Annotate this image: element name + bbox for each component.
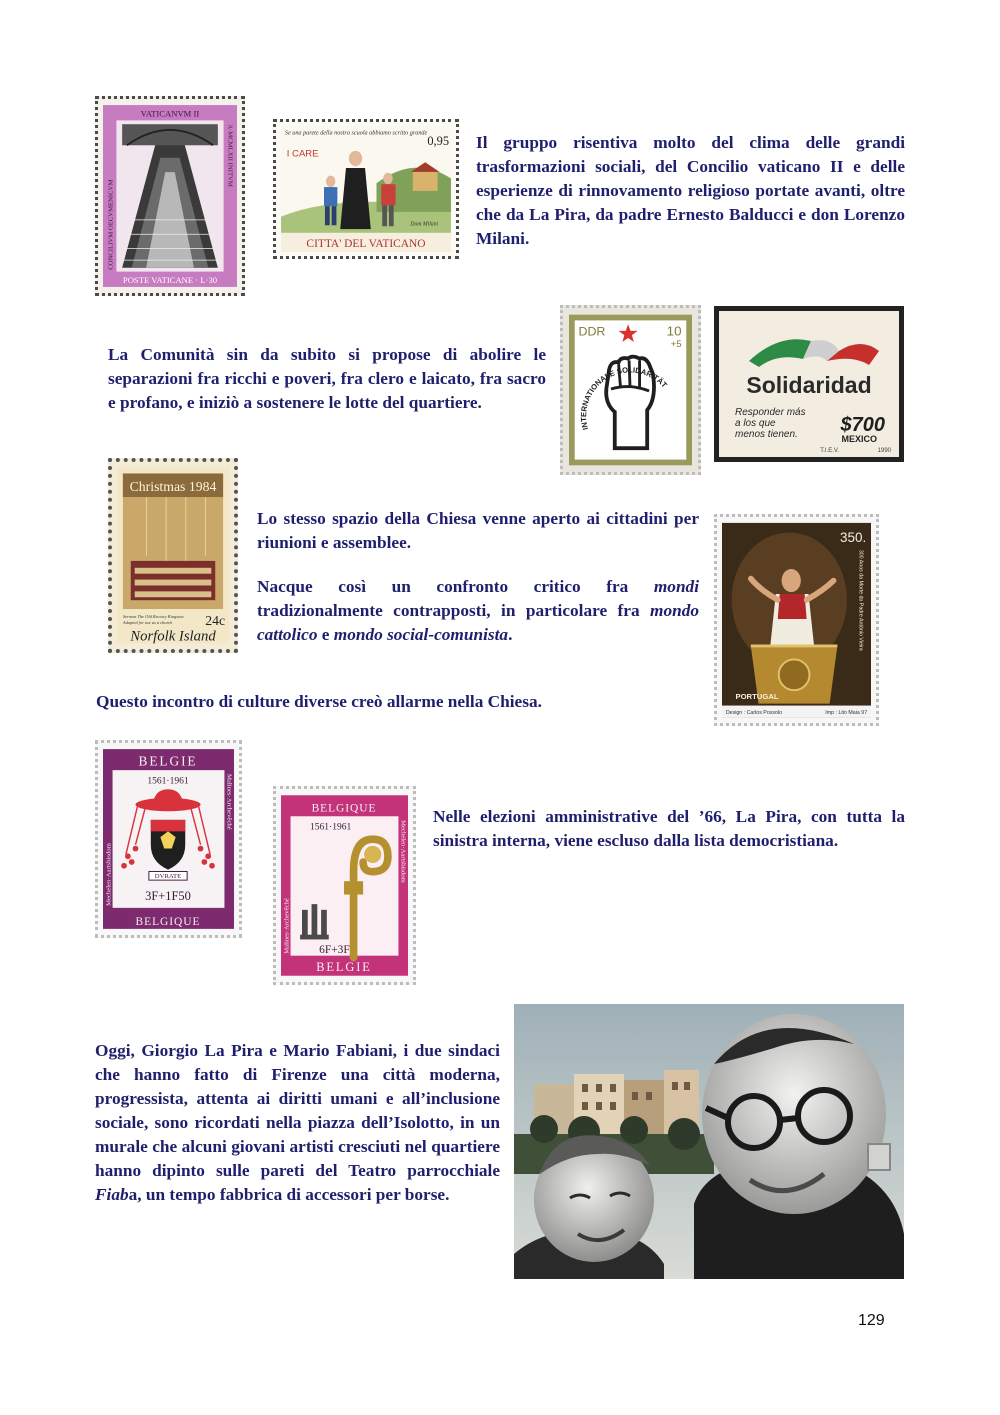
portugal-stamp-art: [722, 522, 871, 718]
mural-photo-la-pira-fabiani: [514, 1004, 904, 1279]
p4-text-e: e: [317, 625, 334, 644]
ddr-stamp-art: [569, 314, 692, 466]
paragraph-elezioni-66: Nelle elezioni amministrative del ’66, La Pira, con tutta la sinistra interna, viene escluso dalla lista democristiana.: [433, 807, 905, 850]
belgique2-value: 6F+3F: [319, 943, 350, 956]
norfolk-value: 24c: [205, 612, 226, 628]
p4-italic-mondo-cattolico: mondo cattolico: [257, 601, 699, 644]
solidaridad-stamp-art: [719, 311, 899, 457]
belgique1-stamp-art: [103, 748, 234, 930]
stamp-ddr-solidaritaet: [560, 305, 701, 475]
stamp-solidaridad-mexico: [714, 306, 904, 462]
portugal-design: Design : Carlos Possolo: [725, 710, 783, 717]
portugal-print: Imp : Lito Maia 97: [825, 710, 868, 717]
solidaridad-line2: a los que: [735, 418, 776, 429]
belgique2-right-text: Mechelen·Aartsbisdom: [399, 820, 407, 883]
stamp-belgique-1561-purple: [95, 740, 242, 938]
belgique2-stamp-art: [281, 794, 408, 977]
paragraph-comunita: La Comunità sin da subito si propose di abolire le separazioni fra ricchi e poveri, fra clero e laicato, fra sacro e profano, e iniziò a sostenere le lotte del quartiere.: [108, 345, 546, 412]
paragraph-clima-concilio: Il gruppo risentiva molto del clima delle grandi trasformazioni sociali, del Concilio vaticano II e delle esperienze di rinnovamento religioso portate avanti, oltre che da La Pira, da padre Ernesto Balducci e don Lorenzo Milani.: [476, 133, 905, 248]
vaticanum-right-text: A·MCMLXII INITVM: [226, 124, 234, 187]
paragraph-confronto-critico: [257, 575, 699, 647]
norfolk-title: Christmas 1984: [129, 479, 217, 495]
belgique2-bottom: BELGIE: [316, 959, 372, 974]
p7-text-a: Oggi, Giorgio La Pira e Mario Fabiani, i due sindaci che hanno fatto di Firenze una città moderna, progressista, attenta ai diritti umani e all’inclusione sociale, sono ricordati nella piazza dell’Isolotto, in un murale che alcuni giovani artisti cresciuti nel quartiere hanno dipinto sulle pareti del Teatro parrocchiale: [95, 1041, 500, 1180]
portugal-side-text: 300 Anos da Morte do Padre António Vieira: [857, 549, 864, 651]
icare-motto: I CARE: [286, 148, 319, 160]
icare-stamp-art: [280, 126, 452, 252]
stamp-portugal-vieira: [714, 514, 879, 726]
belgique1-years: 1561·1961: [147, 775, 189, 787]
norfolk-country: Norfolk Island: [130, 628, 216, 644]
vaticanum-bottom-text: POSTE VATICANE · L·30: [122, 275, 218, 286]
page-number: 129: [858, 1312, 885, 1329]
belgique2-top: BELGIQUE: [311, 802, 377, 815]
icare-caption: Se una parete della nostra scuola abbiamo scritto grande: [284, 129, 428, 137]
icare-signature: Dom Milani: [410, 221, 439, 228]
norfolk-stamp-art: [117, 467, 229, 644]
ddr-surcharge: +5: [670, 339, 682, 351]
solidaridad-word: Solidaridad: [746, 372, 872, 398]
stamp-belgique-1561-magenta: [273, 786, 416, 985]
p4-text-a: Nacque così un confronto critico fra: [257, 577, 654, 596]
p4-text-g: .: [508, 625, 513, 644]
solidaridad-year: 1990: [877, 448, 891, 454]
belgique2-years: 1561·1961: [309, 821, 352, 833]
p7-text-c: a, un tempo fabbrica di accessori per borse.: [128, 1185, 450, 1204]
p4-text-c: tradizionalmente contrapposti, in particolare fra: [257, 601, 651, 620]
p4-italic-mondi: mondi: [653, 577, 699, 596]
solidaridad-maker: T.I.E.V.: [820, 448, 839, 454]
portugal-country: PORTUGAL: [735, 691, 779, 701]
mural-art: [514, 1004, 904, 1279]
belgique1-bottom: BELGIQUE: [135, 916, 201, 929]
stamp-vaticanum-ii: [95, 96, 245, 296]
solidaridad-country: MEXICO: [841, 434, 877, 444]
solidaridad-line1: Responder más: [735, 407, 806, 418]
solidaridad-value: $700: [840, 414, 885, 436]
belgique1-right-text: Malines·Archevêché: [225, 773, 233, 830]
vaticanum-top-text: VATICANVM II: [140, 108, 200, 119]
norfolk-caption2: Adapted for use as a church: [122, 619, 173, 625]
vaticanum-left-text: CONCILIVM OECVMENICVM: [107, 179, 115, 270]
icare-value: 0,95: [427, 134, 450, 149]
ddr-value: 10: [666, 323, 682, 339]
solidaridad-line3: menos tienen.: [735, 429, 798, 440]
vaticanum-stamp-art: [103, 104, 237, 288]
norfolk-caption1: Sermon The Old Rectory Kingston: [122, 613, 184, 619]
stamp-norfolk-island: [108, 458, 238, 653]
paragraph-incontro-culture: Questo incontro di culture diverse creò allarme nella Chiesa.: [96, 692, 542, 711]
belgique1-motto: DVRATE: [154, 873, 182, 881]
icare-bottom-text: CITTA' DEL VATICANO: [306, 238, 426, 251]
belgique1-value: 3F+1F50: [145, 889, 191, 904]
p7-italic-fiab: Fiab: [95, 1185, 129, 1204]
ddr-arc-text: INTERNATIONALE SOLIDARITÄT: [579, 365, 669, 432]
belgique2-left-text: Malines·Archevêché: [283, 898, 291, 954]
portugal-value: 350.: [840, 530, 867, 546]
ddr-country: DDR: [578, 324, 606, 339]
p4-italic-mondo-social-comunista: mondo social-comunista: [333, 625, 509, 644]
belgique1-left-text: Mechelen·Aartsbisdom: [105, 843, 113, 906]
belgique1-top: BELGIE: [138, 753, 198, 769]
stamp-i-care: [273, 119, 459, 259]
paragraph-murale-isolotto: [95, 1039, 500, 1207]
paragraph-spazio-chiesa: Lo stesso spazio della Chiesa venne aperto ai cittadini per riunioni e assemblee.: [257, 509, 699, 552]
